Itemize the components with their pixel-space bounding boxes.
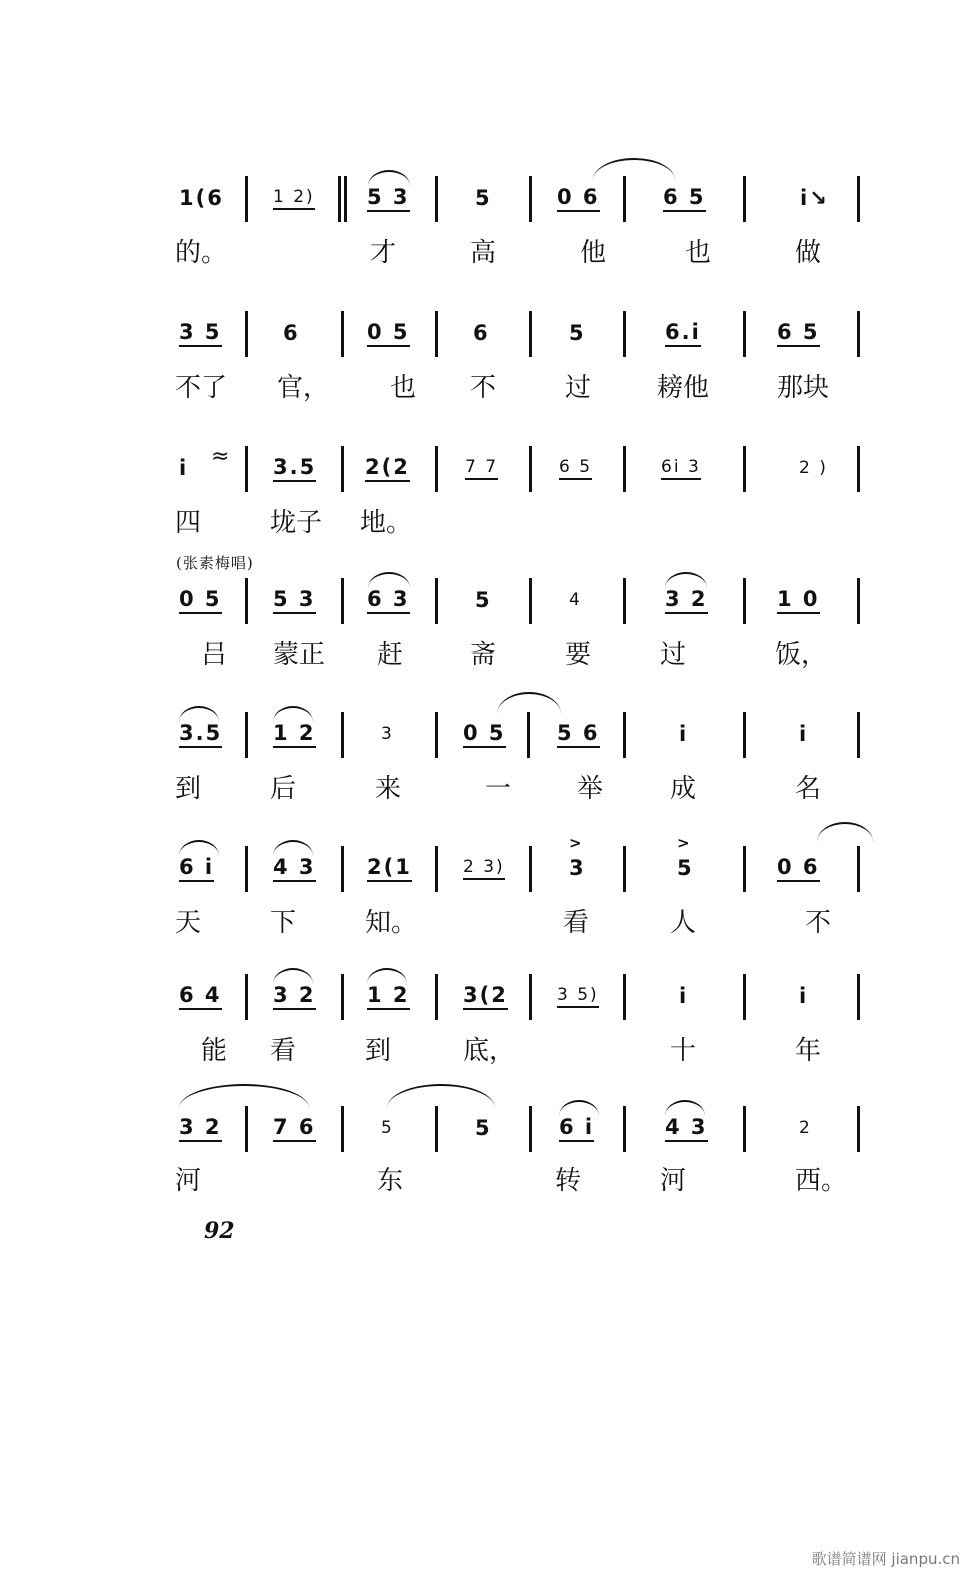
note-group: 5 bbox=[569, 321, 586, 345]
lyric: 河 bbox=[175, 1166, 202, 1196]
lyric: 四 bbox=[175, 508, 202, 538]
lyric: 西。 bbox=[795, 1166, 848, 1196]
barline bbox=[743, 712, 746, 758]
lyric: 到 bbox=[175, 774, 202, 804]
barline bbox=[623, 1106, 626, 1152]
lyric: 斋 bbox=[470, 640, 497, 670]
lyric: 转 bbox=[555, 1166, 582, 1196]
barline bbox=[435, 176, 438, 222]
barline bbox=[743, 974, 746, 1020]
note-group: 6 bbox=[473, 321, 490, 345]
notation-row bbox=[165, 834, 875, 896]
note-group: 2(2 bbox=[365, 440, 410, 496]
barline bbox=[435, 311, 438, 357]
lyric: 看 bbox=[270, 1036, 297, 1066]
barline bbox=[857, 846, 860, 892]
lyric: 不 bbox=[470, 373, 497, 403]
lyric: 能 bbox=[201, 1036, 228, 1066]
lyric: 看 bbox=[563, 908, 590, 938]
lyric: 他 bbox=[580, 238, 607, 268]
barline bbox=[341, 974, 344, 1020]
barline bbox=[743, 446, 746, 492]
note-group: 6.i bbox=[665, 305, 701, 361]
lyric: 成 bbox=[670, 774, 697, 804]
barline bbox=[245, 311, 248, 357]
barline bbox=[435, 974, 438, 1020]
barline bbox=[857, 1106, 860, 1152]
note-group: i bbox=[679, 722, 689, 746]
lyric: 来 bbox=[375, 774, 402, 804]
barline bbox=[435, 578, 438, 624]
note-group: 3.5 bbox=[273, 440, 316, 496]
note-group: 3 5 bbox=[179, 305, 222, 361]
barline bbox=[527, 712, 530, 758]
lyric-row bbox=[165, 502, 875, 542]
note-group: 6 3 bbox=[367, 572, 410, 628]
lyric: 东 bbox=[377, 1166, 404, 1196]
lyric: 河 bbox=[660, 1166, 687, 1196]
lyric-row bbox=[165, 768, 875, 808]
note-group: 6 i bbox=[179, 840, 214, 896]
lyric-row bbox=[165, 367, 875, 407]
barline bbox=[623, 578, 626, 624]
lyric: 一 bbox=[485, 774, 512, 804]
lyric: 吕 bbox=[201, 640, 228, 670]
lyric-row bbox=[165, 634, 875, 674]
notation-row bbox=[165, 572, 875, 628]
lyric: 天 bbox=[175, 908, 202, 938]
note-group: 2 ) bbox=[799, 458, 828, 478]
barline bbox=[245, 1106, 248, 1152]
barline bbox=[529, 1106, 532, 1152]
note-group: 6 4 bbox=[179, 968, 222, 1024]
barline bbox=[857, 712, 860, 758]
lyric: 的。 bbox=[175, 238, 228, 268]
note-group: 5 bbox=[475, 1116, 492, 1140]
barline bbox=[245, 712, 248, 758]
note-group: 2(1 bbox=[367, 840, 412, 896]
note-group: 6 bbox=[283, 321, 300, 345]
barline bbox=[435, 846, 438, 892]
barline bbox=[623, 176, 626, 222]
note-group: 0 6 bbox=[557, 170, 600, 226]
barline bbox=[529, 846, 532, 892]
barline bbox=[341, 846, 344, 892]
barline bbox=[529, 974, 532, 1020]
notation-row bbox=[165, 440, 875, 496]
barline bbox=[529, 578, 532, 624]
note-group: 3 2 bbox=[179, 1100, 222, 1156]
barline bbox=[344, 176, 347, 222]
note-group: 0 5 bbox=[463, 706, 506, 762]
barline bbox=[338, 176, 341, 222]
barline bbox=[341, 712, 344, 758]
barline bbox=[743, 1106, 746, 1152]
note-group: 2 3) bbox=[463, 840, 505, 896]
note-group: 3 2 bbox=[665, 572, 708, 628]
note-group: 5 3 bbox=[367, 170, 410, 226]
barline bbox=[857, 578, 860, 624]
note-group: 2 bbox=[799, 1118, 812, 1138]
note-group: 6 5 bbox=[777, 305, 820, 361]
slur bbox=[593, 158, 675, 180]
lyric: 饭， bbox=[775, 640, 828, 670]
barline bbox=[529, 311, 532, 357]
lyric: 垅子 bbox=[270, 508, 323, 538]
note-group: 3 2 bbox=[273, 968, 316, 1024]
barline bbox=[529, 176, 532, 222]
lyric: 高 bbox=[470, 238, 497, 268]
lyric: 不 bbox=[805, 908, 832, 938]
lyric: 举 bbox=[577, 774, 604, 804]
barline bbox=[529, 446, 532, 492]
lyric: 才 bbox=[370, 238, 397, 268]
note-group: 0 6 bbox=[777, 840, 820, 896]
note-group: 7 6 bbox=[273, 1100, 316, 1156]
barline bbox=[341, 1106, 344, 1152]
note-group: 6 5 bbox=[559, 440, 592, 496]
notation-row bbox=[165, 170, 875, 226]
note-group: i bbox=[179, 456, 189, 480]
squiggle-icon: ≈ bbox=[211, 444, 230, 469]
lyric: 蒙正 bbox=[273, 640, 326, 670]
note-group: 1 0 bbox=[777, 572, 820, 628]
barline bbox=[245, 846, 248, 892]
barline bbox=[245, 446, 248, 492]
lyric: 人 bbox=[670, 908, 697, 938]
barline bbox=[245, 578, 248, 624]
accent-icon: > bbox=[677, 834, 690, 852]
lyric: 到 bbox=[365, 1036, 392, 1066]
lyric: 耪他 bbox=[657, 373, 710, 403]
note-group: 1 2 bbox=[273, 706, 316, 762]
lyric: 过 bbox=[660, 640, 687, 670]
note-group: i bbox=[679, 984, 689, 1008]
note-group: 6 i bbox=[559, 1100, 594, 1156]
barline bbox=[623, 311, 626, 357]
slur bbox=[497, 692, 561, 714]
note-group: 5 6 bbox=[557, 706, 600, 762]
notation-row bbox=[165, 1100, 875, 1156]
barline bbox=[245, 974, 248, 1020]
barline bbox=[857, 974, 860, 1020]
barline bbox=[623, 446, 626, 492]
slur bbox=[817, 822, 873, 842]
note-group: 5 3 bbox=[273, 572, 316, 628]
note-group: i bbox=[799, 984, 809, 1008]
lyric: 后 bbox=[270, 774, 297, 804]
note-group: 4 bbox=[569, 590, 582, 610]
barline bbox=[245, 176, 248, 222]
barline bbox=[623, 712, 626, 758]
note-group: 1(6 bbox=[179, 186, 224, 210]
note-group: 0 5 bbox=[179, 572, 222, 628]
notation-row bbox=[165, 305, 875, 361]
note-group: 6 5 bbox=[663, 170, 706, 226]
barline bbox=[435, 446, 438, 492]
lyric: 官， bbox=[277, 373, 330, 403]
note-group: i bbox=[799, 722, 809, 746]
lyric: 年 bbox=[795, 1036, 822, 1066]
barline bbox=[743, 176, 746, 222]
notation-row bbox=[165, 706, 875, 762]
lyric: 不了 bbox=[175, 373, 228, 403]
note-group: 1 2 bbox=[367, 968, 410, 1024]
note-group: 7 7 bbox=[465, 440, 498, 496]
barline bbox=[743, 846, 746, 892]
lyric-row bbox=[165, 902, 875, 942]
lyric-row bbox=[165, 232, 875, 272]
lyric: 下 bbox=[270, 908, 297, 938]
barline bbox=[435, 712, 438, 758]
note-group: 4 3 bbox=[665, 1100, 708, 1156]
slur bbox=[387, 1084, 495, 1108]
lyric-row bbox=[165, 1160, 875, 1200]
notation-row bbox=[165, 968, 875, 1024]
note-group: 5 bbox=[381, 1118, 394, 1138]
barline bbox=[743, 311, 746, 357]
note-group: i↘ bbox=[800, 186, 829, 210]
barline bbox=[623, 846, 626, 892]
note-group: 4 3 bbox=[273, 840, 316, 896]
note-group: 5 bbox=[475, 588, 492, 612]
note-group: 3 bbox=[381, 724, 394, 744]
lyric: 知。 bbox=[365, 908, 418, 938]
note-group: 3 5) bbox=[557, 968, 599, 1024]
lyric: 那块 bbox=[777, 373, 830, 403]
lyric: 做 bbox=[795, 238, 822, 268]
note-group: 5 bbox=[475, 186, 492, 210]
slur bbox=[179, 1084, 309, 1108]
note-group: 5 bbox=[677, 856, 694, 880]
barline bbox=[857, 446, 860, 492]
barline bbox=[623, 974, 626, 1020]
lyric-row bbox=[165, 1030, 875, 1070]
note-group: 0 5 bbox=[367, 305, 410, 361]
note-group: 3(2 bbox=[463, 968, 508, 1024]
note-group: 6i 3 bbox=[661, 440, 701, 496]
note-group: 3.5 bbox=[179, 706, 222, 762]
note-group: 3 bbox=[569, 856, 586, 880]
lyric: 十 bbox=[670, 1036, 697, 1066]
singer-note: (张素梅唱) bbox=[176, 554, 254, 572]
barline bbox=[435, 1106, 438, 1152]
lyric: 也 bbox=[390, 373, 417, 403]
page-number: 92 bbox=[204, 1218, 235, 1244]
barline bbox=[341, 311, 344, 357]
lyric: 过 bbox=[565, 373, 592, 403]
barline bbox=[857, 176, 860, 222]
barline bbox=[743, 578, 746, 624]
lyric: 也 bbox=[685, 238, 712, 268]
lyric: 底， bbox=[463, 1036, 516, 1066]
lyric: 赶 bbox=[377, 640, 404, 670]
lyric: 地。 bbox=[360, 508, 413, 538]
note-group: 1 2) bbox=[273, 170, 315, 226]
accent-icon: > bbox=[569, 834, 582, 852]
barline bbox=[341, 578, 344, 624]
lyric: 要 bbox=[565, 640, 592, 670]
barline bbox=[857, 311, 860, 357]
lyric: 名 bbox=[795, 774, 822, 804]
watermark: 歌谱简谱网 jianpu.cn bbox=[811, 1550, 960, 1568]
barline bbox=[341, 446, 344, 492]
